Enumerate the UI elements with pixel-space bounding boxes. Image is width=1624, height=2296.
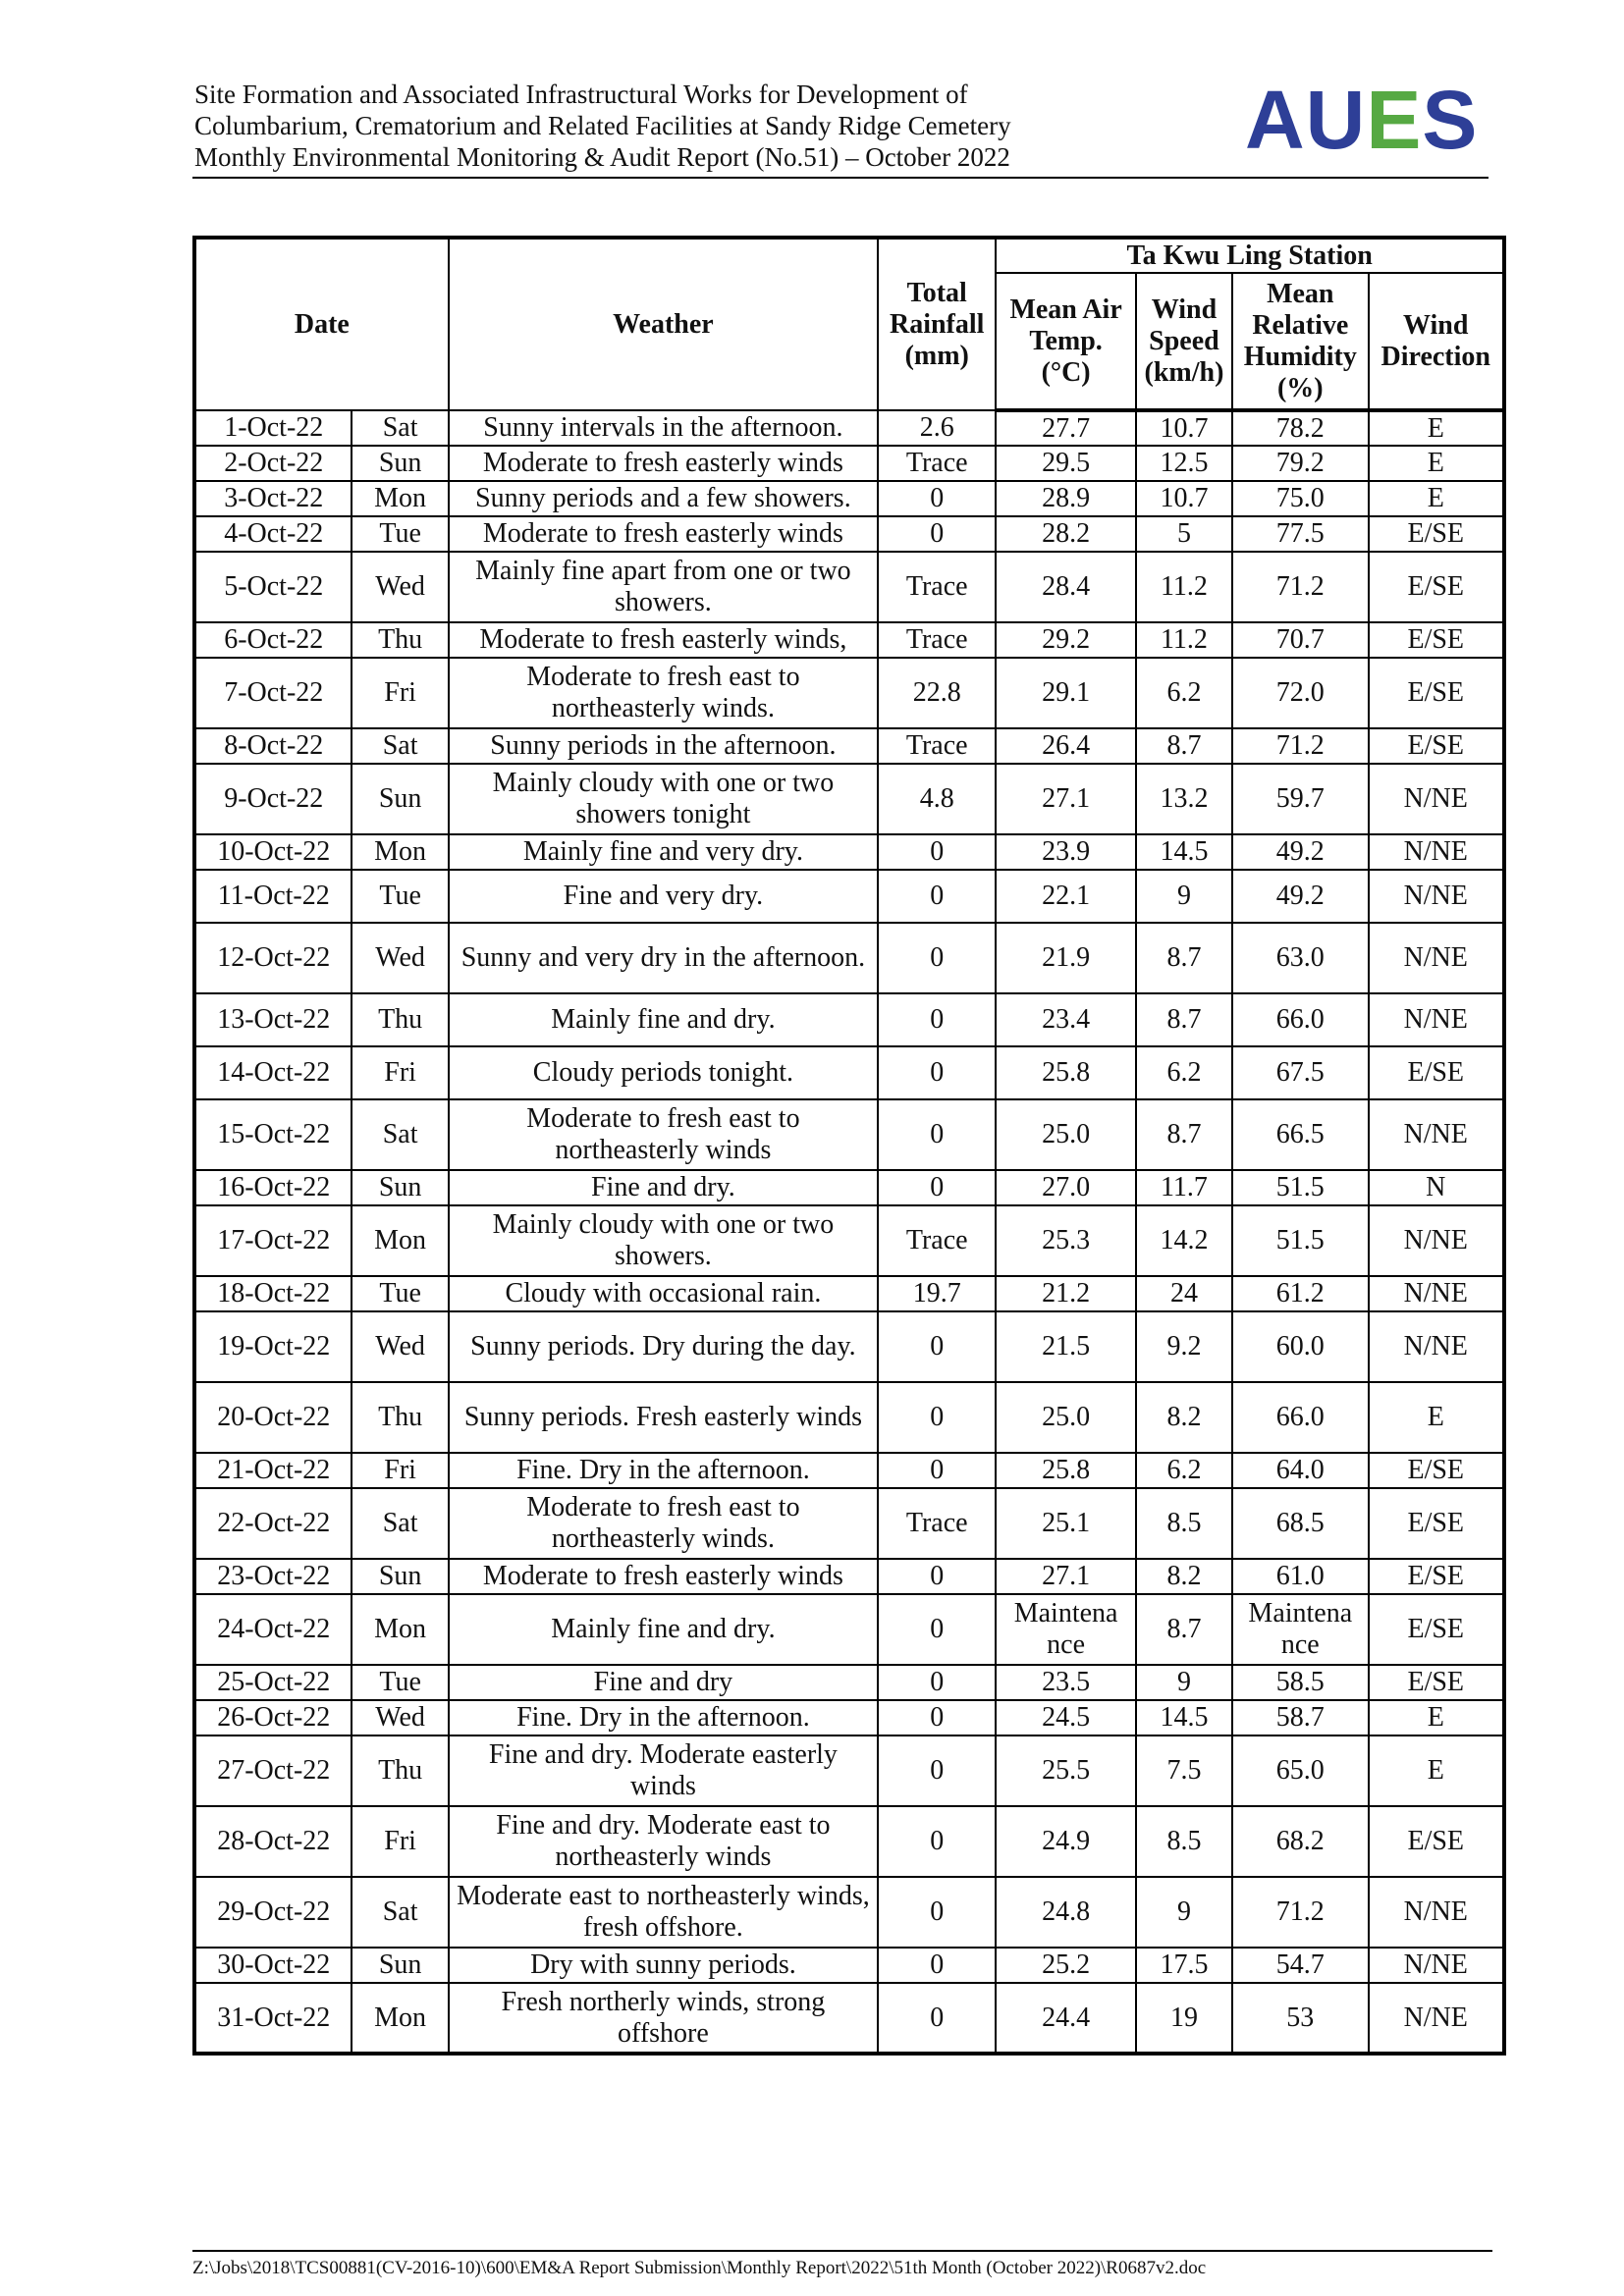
row-temp: Maintena nce bbox=[996, 1594, 1135, 1665]
row-temp: 25.2 bbox=[996, 1948, 1135, 1983]
row-rainfall: Trace bbox=[878, 1205, 996, 1276]
row-wind-speed: 8.5 bbox=[1136, 1488, 1232, 1559]
row-weather: Sunny intervals in the afternoon. bbox=[449, 410, 878, 446]
row-wind-speed: 8.7 bbox=[1136, 1594, 1232, 1665]
row-wind-direction: E bbox=[1369, 1382, 1505, 1453]
row-date: 24-Oct-22 bbox=[194, 1594, 352, 1665]
row-weather: Moderate to fresh east to northeasterly winds. bbox=[449, 658, 878, 728]
row-day: Thu bbox=[352, 993, 448, 1046]
row-humidity: 59.7 bbox=[1232, 764, 1368, 834]
row-wind-speed: 6.2 bbox=[1136, 658, 1232, 728]
row-wind-speed: 8.7 bbox=[1136, 993, 1232, 1046]
row-weather: Moderate to fresh east to northeasterly winds bbox=[449, 1099, 878, 1170]
table-row bbox=[194, 1594, 1504, 1665]
row-temp: 24.5 bbox=[996, 1700, 1135, 1735]
row-date: 9-Oct-22 bbox=[194, 764, 352, 834]
row-humidity: 68.2 bbox=[1232, 1806, 1368, 1877]
table-row bbox=[194, 1700, 1504, 1735]
row-wind-direction: E/SE bbox=[1369, 1046, 1505, 1099]
row-weather: Fine and dry. Moderate east to northeasterly winds bbox=[449, 1806, 878, 1877]
table-row bbox=[194, 516, 1504, 552]
row-rainfall: 0 bbox=[878, 1594, 996, 1665]
table-row bbox=[194, 658, 1504, 728]
row-humidity: 54.7 bbox=[1232, 1948, 1368, 1983]
table-row bbox=[194, 1311, 1504, 1382]
weather-table bbox=[192, 236, 1506, 2056]
row-wind-speed: 9 bbox=[1136, 1877, 1232, 1948]
row-wind-direction: E/SE bbox=[1369, 1488, 1505, 1559]
table-row bbox=[194, 410, 1504, 446]
row-weather: Mainly fine and very dry. bbox=[449, 834, 878, 870]
row-humidity: 60.0 bbox=[1232, 1311, 1368, 1382]
row-wind-direction: E bbox=[1369, 1700, 1505, 1735]
row-weather: Fine. Dry in the afternoon. bbox=[449, 1453, 878, 1488]
row-rainfall: 0 bbox=[878, 1700, 996, 1735]
row-weather: Cloudy periods tonight. bbox=[449, 1046, 878, 1099]
row-temp: 24.9 bbox=[996, 1806, 1135, 1877]
row-weather: Fine and dry bbox=[449, 1665, 878, 1700]
row-date: 14-Oct-22 bbox=[194, 1046, 352, 1099]
aues-logo: AUES bbox=[1245, 74, 1479, 166]
row-rainfall: Trace bbox=[878, 446, 996, 481]
table-row bbox=[194, 834, 1504, 870]
row-day: Tue bbox=[352, 1276, 448, 1311]
row-date: 20-Oct-22 bbox=[194, 1382, 352, 1453]
table-row bbox=[194, 1170, 1504, 1205]
row-wind-direction: E bbox=[1369, 481, 1505, 516]
row-rainfall: 0 bbox=[878, 1099, 996, 1170]
row-rainfall: 0 bbox=[878, 834, 996, 870]
row-day: Sun bbox=[352, 1559, 448, 1594]
row-weather: Sunny periods. Dry during the day. bbox=[449, 1311, 878, 1382]
row-wind-speed: 10.7 bbox=[1136, 410, 1232, 446]
table-row bbox=[194, 1665, 1504, 1700]
row-date: 21-Oct-22 bbox=[194, 1453, 352, 1488]
row-day: Sat bbox=[352, 410, 448, 446]
col-temp: Mean Air Temp. (°C) bbox=[996, 273, 1135, 410]
row-date: 12-Oct-22 bbox=[194, 923, 352, 993]
row-date: 15-Oct-22 bbox=[194, 1099, 352, 1170]
row-date: 13-Oct-22 bbox=[194, 993, 352, 1046]
row-day: Mon bbox=[352, 1594, 448, 1665]
row-date: 7-Oct-22 bbox=[194, 658, 352, 728]
row-wind-direction: N/NE bbox=[1369, 1877, 1505, 1948]
row-day: Tue bbox=[352, 1665, 448, 1700]
row-temp: 29.1 bbox=[996, 658, 1135, 728]
row-rainfall: 2.6 bbox=[878, 410, 996, 446]
row-date: 17-Oct-22 bbox=[194, 1205, 352, 1276]
row-wind-direction: E/SE bbox=[1369, 658, 1505, 728]
row-day: Fri bbox=[352, 1806, 448, 1877]
row-rainfall: 0 bbox=[878, 923, 996, 993]
row-day: Mon bbox=[352, 1205, 448, 1276]
row-day: Mon bbox=[352, 481, 448, 516]
row-wind-direction: E/SE bbox=[1369, 1806, 1505, 1877]
row-rainfall: Trace bbox=[878, 552, 996, 622]
row-wind-speed: 6.2 bbox=[1136, 1453, 1232, 1488]
row-wind-speed: 8.7 bbox=[1136, 923, 1232, 993]
col-humidity: Mean Relative Humidity (%) bbox=[1232, 273, 1368, 410]
row-humidity: 58.5 bbox=[1232, 1665, 1368, 1700]
row-temp: 22.1 bbox=[996, 870, 1135, 923]
row-wind-direction: E/SE bbox=[1369, 516, 1505, 552]
row-humidity: 63.0 bbox=[1232, 923, 1368, 993]
row-temp: 27.1 bbox=[996, 764, 1135, 834]
row-day: Wed bbox=[352, 1700, 448, 1735]
row-wind-speed: 10.7 bbox=[1136, 481, 1232, 516]
row-wind-speed: 13.2 bbox=[1136, 764, 1232, 834]
row-wind-direction: E/SE bbox=[1369, 1559, 1505, 1594]
row-date: 8-Oct-22 bbox=[194, 728, 352, 764]
row-day: Fri bbox=[352, 658, 448, 728]
row-weather: Fine. Dry in the afternoon. bbox=[449, 1700, 878, 1735]
row-wind-direction: E bbox=[1369, 446, 1505, 481]
row-day: Mon bbox=[352, 1983, 448, 2054]
row-temp: 28.9 bbox=[996, 481, 1135, 516]
table-row bbox=[194, 1205, 1504, 1276]
row-wind-direction: N/NE bbox=[1369, 1099, 1505, 1170]
row-temp: 23.5 bbox=[996, 1665, 1135, 1700]
table-row bbox=[194, 481, 1504, 516]
row-day: Wed bbox=[352, 923, 448, 993]
row-wind-speed: 9 bbox=[1136, 1665, 1232, 1700]
row-humidity: 64.0 bbox=[1232, 1453, 1368, 1488]
row-humidity: 66.0 bbox=[1232, 1382, 1368, 1453]
table-row bbox=[194, 446, 1504, 481]
col-date: Date bbox=[194, 238, 449, 410]
row-wind-speed: 11.7 bbox=[1136, 1170, 1232, 1205]
row-humidity: 61.0 bbox=[1232, 1559, 1368, 1594]
row-weather: Sunny periods and a few showers. bbox=[449, 481, 878, 516]
row-temp: 29.5 bbox=[996, 446, 1135, 481]
table-row bbox=[194, 1099, 1504, 1170]
row-wind-direction: E/SE bbox=[1369, 1453, 1505, 1488]
table-row bbox=[194, 1877, 1504, 1948]
row-day: Mon bbox=[352, 834, 448, 870]
row-wind-direction: N/NE bbox=[1369, 1311, 1505, 1382]
table-row bbox=[194, 923, 1504, 993]
row-wind-speed: 8.2 bbox=[1136, 1382, 1232, 1453]
header-line-3: Monthly Environmental Monitoring & Audit Report (No.51) – October 2022 bbox=[194, 142, 1010, 172]
row-date: 1-Oct-22 bbox=[194, 410, 352, 446]
table-row bbox=[194, 870, 1504, 923]
table-row bbox=[194, 1453, 1504, 1488]
row-weather: Mainly fine apart from one or two showers. bbox=[449, 552, 878, 622]
row-weather: Cloudy with occasional rain. bbox=[449, 1276, 878, 1311]
row-date: 25-Oct-22 bbox=[194, 1665, 352, 1700]
row-temp: 25.8 bbox=[996, 1046, 1135, 1099]
row-humidity: 51.5 bbox=[1232, 1205, 1368, 1276]
row-weather: Fresh northerly winds, strong offshore bbox=[449, 1983, 878, 2054]
row-rainfall: Trace bbox=[878, 1488, 996, 1559]
row-temp: 27.7 bbox=[996, 410, 1135, 446]
row-date: 4-Oct-22 bbox=[194, 516, 352, 552]
row-wind-direction: N bbox=[1369, 1170, 1505, 1205]
header-line-2: Columbarium, Crematorium and Related Facilities at Sandy Ridge Cemetery bbox=[194, 111, 1011, 140]
row-humidity: 78.2 bbox=[1232, 410, 1368, 446]
header-rule bbox=[192, 177, 1489, 179]
row-rainfall: 0 bbox=[878, 1382, 996, 1453]
row-date: 10-Oct-22 bbox=[194, 834, 352, 870]
row-rainfall: 22.8 bbox=[878, 658, 996, 728]
row-date: 3-Oct-22 bbox=[194, 481, 352, 516]
row-day: Tue bbox=[352, 870, 448, 923]
row-humidity: 72.0 bbox=[1232, 658, 1368, 728]
row-wind-speed: 19 bbox=[1136, 1983, 1232, 2054]
row-humidity: 65.0 bbox=[1232, 1735, 1368, 1806]
row-day: Sat bbox=[352, 1099, 448, 1170]
col-rainfall: Total Rainfall (mm) bbox=[878, 238, 996, 410]
row-wind-speed: 14.5 bbox=[1136, 1700, 1232, 1735]
row-wind-direction: E/SE bbox=[1369, 728, 1505, 764]
row-day: Fri bbox=[352, 1453, 448, 1488]
row-wind-speed: 8.7 bbox=[1136, 1099, 1232, 1170]
row-date: 5-Oct-22 bbox=[194, 552, 352, 622]
table-row bbox=[194, 1806, 1504, 1877]
row-day: Thu bbox=[352, 1382, 448, 1453]
row-rainfall: 0 bbox=[878, 870, 996, 923]
row-temp: 28.4 bbox=[996, 552, 1135, 622]
row-rainfall: 0 bbox=[878, 1877, 996, 1948]
row-rainfall: 0 bbox=[878, 481, 996, 516]
footer-file-path: Z:\Jobs\2018\TCS00881(CV-2016-10)\600\EM&A Report Submission\Monthly Report\2022\51th Month (October 2022)\R0687v2.doc bbox=[192, 2258, 1207, 2278]
row-day: Thu bbox=[352, 622, 448, 658]
row-weather: Moderate to fresh easterly winds bbox=[449, 446, 878, 481]
row-humidity: 67.5 bbox=[1232, 1046, 1368, 1099]
row-temp: 25.0 bbox=[996, 1382, 1135, 1453]
row-weather: Dry with sunny periods. bbox=[449, 1948, 878, 1983]
row-rainfall: 0 bbox=[878, 993, 996, 1046]
row-date: 26-Oct-22 bbox=[194, 1700, 352, 1735]
table-row bbox=[194, 1559, 1504, 1594]
row-wind-speed: 9.2 bbox=[1136, 1311, 1232, 1382]
row-day: Thu bbox=[352, 1735, 448, 1806]
row-day: Tue bbox=[352, 516, 448, 552]
row-wind-speed: 14.5 bbox=[1136, 834, 1232, 870]
row-wind-direction: N/NE bbox=[1369, 870, 1505, 923]
row-wind-direction: N/NE bbox=[1369, 1948, 1505, 1983]
row-rainfall: 0 bbox=[878, 1806, 996, 1877]
row-weather: Sunny periods in the afternoon. bbox=[449, 728, 878, 764]
row-wind-direction: N/NE bbox=[1369, 764, 1505, 834]
row-rainfall: 0 bbox=[878, 1453, 996, 1488]
row-temp: 25.8 bbox=[996, 1453, 1135, 1488]
row-humidity: 77.5 bbox=[1232, 516, 1368, 552]
row-wind-speed: 5 bbox=[1136, 516, 1232, 552]
row-day: Sun bbox=[352, 1948, 448, 1983]
row-day: Sat bbox=[352, 1877, 448, 1948]
row-wind-speed: 7.5 bbox=[1136, 1735, 1232, 1806]
row-humidity: 49.2 bbox=[1232, 870, 1368, 923]
row-wind-speed: 12.5 bbox=[1136, 446, 1232, 481]
row-humidity: 58.7 bbox=[1232, 1700, 1368, 1735]
row-temp: 24.4 bbox=[996, 1983, 1135, 2054]
row-temp: 21.5 bbox=[996, 1311, 1135, 1382]
row-wind-speed: 17.5 bbox=[1136, 1948, 1232, 1983]
row-day: Wed bbox=[352, 552, 448, 622]
table-row bbox=[194, 1382, 1504, 1453]
footer-rule bbox=[192, 2250, 1492, 2252]
table-row bbox=[194, 1046, 1504, 1099]
col-wind-speed: Wind Speed (km/h) bbox=[1136, 273, 1232, 410]
row-date: 22-Oct-22 bbox=[194, 1488, 352, 1559]
row-temp: 27.1 bbox=[996, 1559, 1135, 1594]
row-wind-direction: N/NE bbox=[1369, 993, 1505, 1046]
row-humidity: 68.5 bbox=[1232, 1488, 1368, 1559]
row-rainfall: 0 bbox=[878, 1559, 996, 1594]
report-header bbox=[194, 79, 1137, 173]
row-date: 16-Oct-22 bbox=[194, 1170, 352, 1205]
table-row bbox=[194, 1276, 1504, 1311]
row-weather: Mainly cloudy with one or two showers tonight bbox=[449, 764, 878, 834]
table-row bbox=[194, 552, 1504, 622]
row-wind-direction: E bbox=[1369, 1735, 1505, 1806]
row-weather: Moderate to fresh easterly winds bbox=[449, 1559, 878, 1594]
row-wind-speed: 8.7 bbox=[1136, 728, 1232, 764]
row-wind-speed: 24 bbox=[1136, 1276, 1232, 1311]
col-weather: Weather bbox=[449, 238, 878, 410]
row-rainfall: 0 bbox=[878, 1983, 996, 2054]
row-rainfall: 19.7 bbox=[878, 1276, 996, 1311]
row-rainfall: Trace bbox=[878, 622, 996, 658]
row-day: Sun bbox=[352, 764, 448, 834]
row-humidity: 70.7 bbox=[1232, 622, 1368, 658]
row-rainfall: Trace bbox=[878, 728, 996, 764]
row-date: 2-Oct-22 bbox=[194, 446, 352, 481]
row-wind-direction: N/NE bbox=[1369, 1276, 1505, 1311]
table-row bbox=[194, 1948, 1504, 1983]
row-wind-speed: 14.2 bbox=[1136, 1205, 1232, 1276]
row-temp: 23.4 bbox=[996, 993, 1135, 1046]
row-rainfall: 0 bbox=[878, 1046, 996, 1099]
row-wind-direction: N/NE bbox=[1369, 923, 1505, 993]
row-day: Sat bbox=[352, 728, 448, 764]
row-temp: 27.0 bbox=[996, 1170, 1135, 1205]
row-temp: 29.2 bbox=[996, 622, 1135, 658]
row-humidity: 49.2 bbox=[1232, 834, 1368, 870]
row-rainfall: 0 bbox=[878, 1170, 996, 1205]
row-wind-direction: E/SE bbox=[1369, 552, 1505, 622]
row-humidity: 51.5 bbox=[1232, 1170, 1368, 1205]
row-weather: Mainly fine and dry. bbox=[449, 993, 878, 1046]
row-wind-speed: 8.5 bbox=[1136, 1806, 1232, 1877]
row-wind-direction: N/NE bbox=[1369, 1983, 1505, 2054]
row-temp: 21.2 bbox=[996, 1276, 1135, 1311]
row-temp: 24.8 bbox=[996, 1877, 1135, 1948]
row-rainfall: 0 bbox=[878, 1735, 996, 1806]
row-weather: Moderate to fresh east to northeasterly winds. bbox=[449, 1488, 878, 1559]
row-wind-direction: N/NE bbox=[1369, 1205, 1505, 1276]
row-wind-direction: E bbox=[1369, 410, 1505, 446]
row-temp: 25.1 bbox=[996, 1488, 1135, 1559]
row-wind-direction: E/SE bbox=[1369, 1594, 1505, 1665]
row-temp: 25.0 bbox=[996, 1099, 1135, 1170]
row-humidity: Maintena nce bbox=[1232, 1594, 1368, 1665]
row-wind-speed: 8.2 bbox=[1136, 1559, 1232, 1594]
row-humidity: 66.0 bbox=[1232, 993, 1368, 1046]
row-date: 6-Oct-22 bbox=[194, 622, 352, 658]
row-wind-speed: 11.2 bbox=[1136, 622, 1232, 658]
row-humidity: 79.2 bbox=[1232, 446, 1368, 481]
row-temp: 23.9 bbox=[996, 834, 1135, 870]
header-line-1: Site Formation and Associated Infrastructural Works for Development of bbox=[194, 80, 968, 109]
row-day: Fri bbox=[352, 1046, 448, 1099]
weather-table-body bbox=[194, 410, 1504, 2054]
row-day: Wed bbox=[352, 1311, 448, 1382]
row-wind-direction: N/NE bbox=[1369, 834, 1505, 870]
station-name: Ta Kwu Ling Station bbox=[996, 238, 1504, 273]
row-humidity: 75.0 bbox=[1232, 481, 1368, 516]
row-humidity: 66.5 bbox=[1232, 1099, 1368, 1170]
row-date: 30-Oct-22 bbox=[194, 1948, 352, 1983]
row-date: 18-Oct-22 bbox=[194, 1276, 352, 1311]
row-rainfall: 0 bbox=[878, 1948, 996, 1983]
row-day: Sat bbox=[352, 1488, 448, 1559]
row-weather: Moderate to fresh easterly winds bbox=[449, 516, 878, 552]
row-wind-direction: E/SE bbox=[1369, 622, 1505, 658]
col-wind-direction: Wind Direction bbox=[1369, 273, 1505, 410]
row-humidity: 71.2 bbox=[1232, 552, 1368, 622]
row-weather: Moderate to fresh easterly winds, bbox=[449, 622, 878, 658]
row-temp: 26.4 bbox=[996, 728, 1135, 764]
table-row bbox=[194, 1983, 1504, 2054]
row-rainfall: 0 bbox=[878, 1311, 996, 1382]
row-date: 27-Oct-22 bbox=[194, 1735, 352, 1806]
row-wind-direction: E/SE bbox=[1369, 1665, 1505, 1700]
row-wind-speed: 11.2 bbox=[1136, 552, 1232, 622]
row-temp: 28.2 bbox=[996, 516, 1135, 552]
row-temp: 21.9 bbox=[996, 923, 1135, 993]
row-weather: Sunny and very dry in the afternoon. bbox=[449, 923, 878, 993]
table-row bbox=[194, 622, 1504, 658]
row-day: Sun bbox=[352, 446, 448, 481]
row-humidity: 71.2 bbox=[1232, 1877, 1368, 1948]
row-rainfall: 0 bbox=[878, 516, 996, 552]
row-wind-speed: 9 bbox=[1136, 870, 1232, 923]
row-date: 23-Oct-22 bbox=[194, 1559, 352, 1594]
row-humidity: 53 bbox=[1232, 1983, 1368, 2054]
table-row bbox=[194, 728, 1504, 764]
row-weather: Mainly fine and dry. bbox=[449, 1594, 878, 1665]
row-humidity: 61.2 bbox=[1232, 1276, 1368, 1311]
row-date: 11-Oct-22 bbox=[194, 870, 352, 923]
row-day: Sun bbox=[352, 1170, 448, 1205]
row-weather: Moderate east to northeasterly winds, fresh offshore. bbox=[449, 1877, 878, 1948]
row-date: 29-Oct-22 bbox=[194, 1877, 352, 1948]
row-humidity: 71.2 bbox=[1232, 728, 1368, 764]
row-weather: Sunny periods. Fresh easterly winds bbox=[449, 1382, 878, 1453]
row-date: 19-Oct-22 bbox=[194, 1311, 352, 1382]
table-row bbox=[194, 1488, 1504, 1559]
row-weather: Fine and dry. Moderate easterly winds bbox=[449, 1735, 878, 1806]
row-weather: Fine and very dry. bbox=[449, 870, 878, 923]
row-temp: 25.3 bbox=[996, 1205, 1135, 1276]
table-row bbox=[194, 993, 1504, 1046]
row-rainfall: 0 bbox=[878, 1665, 996, 1700]
row-weather: Fine and dry. bbox=[449, 1170, 878, 1205]
table-row bbox=[194, 764, 1504, 834]
row-wind-speed: 6.2 bbox=[1136, 1046, 1232, 1099]
row-temp: 25.5 bbox=[996, 1735, 1135, 1806]
table-row bbox=[194, 1735, 1504, 1806]
row-weather: Mainly cloudy with one or two showers. bbox=[449, 1205, 878, 1276]
row-date: 31-Oct-22 bbox=[194, 1983, 352, 2054]
row-date: 28-Oct-22 bbox=[194, 1806, 352, 1877]
row-rainfall: 4.8 bbox=[878, 764, 996, 834]
